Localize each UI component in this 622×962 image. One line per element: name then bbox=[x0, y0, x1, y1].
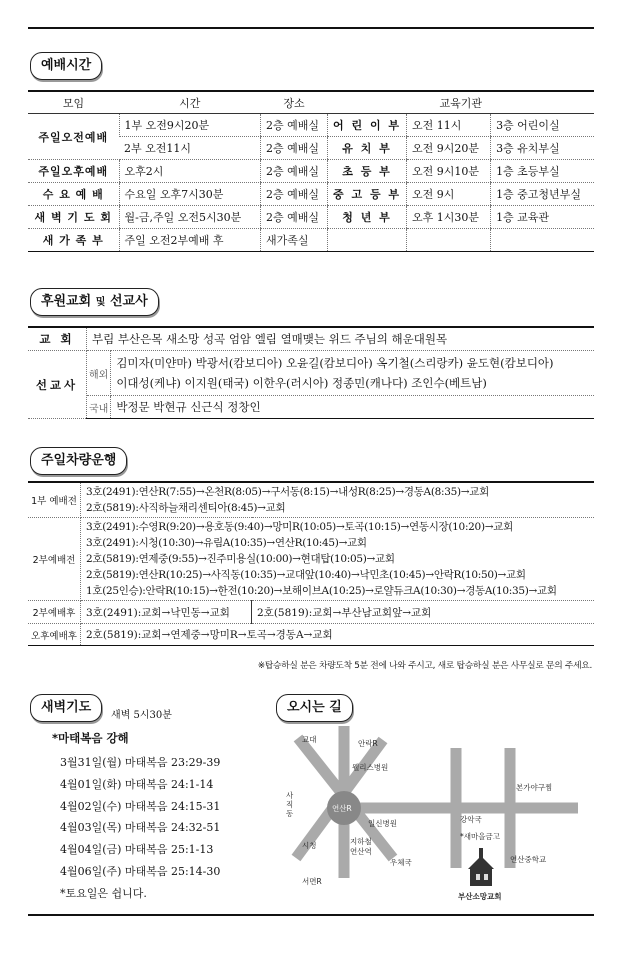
bottom-rule bbox=[28, 914, 594, 916]
map-label: 일신병원 bbox=[368, 819, 397, 828]
domestic-list: 박정문 박현규 신근식 정창인 bbox=[111, 396, 594, 419]
support-table bbox=[28, 326, 594, 419]
edu-time: 오전 9시10분 bbox=[407, 160, 491, 183]
worship-place: 2층 예배실 bbox=[261, 160, 328, 183]
bus-service-label: 1부 예배전 bbox=[28, 482, 81, 518]
edu-dept: 청 년 부 bbox=[328, 206, 407, 229]
section-title-worship: 예배시간 bbox=[30, 52, 102, 80]
worship-table bbox=[28, 90, 594, 252]
overseas-list: 김미자(미얀마) 박광서(캄보디아) 오윤길(캄보디아) 옥기철(스리랑카) 윤도현(캄보디아) bbox=[116, 356, 554, 370]
overseas-list: 이대성(케냐) 이지원(태국) 이한우(러시아) 정종민(캐나다) 조인수(베트남) bbox=[116, 376, 487, 390]
edu-time: 오전 9시20분 bbox=[407, 137, 491, 160]
edu-time: 오후 1시30분 bbox=[407, 206, 491, 229]
bus-service-label: 2부예배후 bbox=[28, 601, 81, 624]
worship-place: 2층 예배실 bbox=[261, 183, 328, 206]
dawn-time: 새벽 5시30분 bbox=[111, 710, 172, 721]
edu-time: 오전 11시 bbox=[407, 114, 491, 137]
header-group: 모임 bbox=[28, 91, 119, 114]
header-place: 장소 bbox=[261, 91, 328, 114]
worship-time: 주일 오전2부예배 후 bbox=[119, 229, 261, 252]
dawn-list bbox=[60, 752, 220, 905]
bus-service-label: 오후예배후 bbox=[28, 624, 81, 646]
map-label: 부산소망교회 bbox=[458, 892, 502, 901]
map-label: 연산중학교 bbox=[510, 855, 547, 864]
map-label: 서면R bbox=[302, 877, 322, 886]
map-label: 연산R bbox=[332, 804, 352, 813]
bus-route: 2호(5819):연제중(9:55)→진주미용실(10:00)→현대탑(10:05)→교회 bbox=[86, 553, 395, 565]
edu-dept: 유 치 부 bbox=[328, 137, 407, 160]
church-list: 부림 부산은목 새소망 성곡 엄암 엘림 열매맺는 위드 주님의 해운대원목 bbox=[87, 327, 595, 351]
edu-dept: 중 고 등 부 bbox=[328, 183, 407, 206]
map-label: 교대 bbox=[302, 735, 317, 744]
top-rule bbox=[28, 27, 594, 29]
map-label bbox=[286, 790, 294, 818]
worship-place: 새가족실 bbox=[261, 229, 328, 252]
dawn-footnote: *토요일은 쉽니다. bbox=[60, 886, 147, 900]
list-item: 4월06일(주) 마태복음 25:14-30 bbox=[60, 864, 221, 878]
section-title-dawn: 새벽기도 bbox=[30, 694, 102, 722]
edu-place: 1층 초등부실 bbox=[491, 160, 594, 183]
list-item: 3월31일(월) 마태복음 23:29-39 bbox=[60, 756, 221, 769]
edu-place: 3층 어린이실 bbox=[491, 114, 594, 137]
map-label: 본가야구찜 bbox=[516, 783, 553, 792]
worship-name: 수 요 예 배 bbox=[28, 183, 119, 206]
header-time: 시간 bbox=[119, 91, 261, 114]
header-edu: 교육기관 bbox=[328, 91, 594, 114]
worship-place: 2층 예배실 bbox=[261, 137, 328, 160]
bus-route: 3호(2491):수영R(9:20)→용호동(9:40)→망미R(10:05)→토곡(10:15)→연동시장(10:20)→교회 bbox=[86, 521, 513, 533]
worship-name: 새 벽 기 도 회 bbox=[28, 206, 119, 229]
bus-route: 2호(5819):교회→연제중→망미R→토곡→경동A→교회 bbox=[81, 624, 595, 646]
map-label: 웰리스병원 bbox=[352, 763, 389, 772]
worship-place: 2층 예배실 bbox=[261, 206, 328, 229]
map-label bbox=[350, 836, 372, 856]
section-title-bus: 주일차량운행 bbox=[30, 447, 127, 475]
worship-time: 1부 오전9시20분 bbox=[119, 114, 261, 137]
dawn-heading: *마태복음 강해 bbox=[52, 731, 129, 745]
section-title-directions: 오시는 길 bbox=[276, 694, 353, 722]
worship-place: 2층 예배실 bbox=[261, 114, 328, 137]
list-item: 4월03일(목) 마태복음 24:32-51 bbox=[60, 821, 221, 835]
map-label: *새마을금고 bbox=[460, 832, 500, 841]
bus-service-label: 2부예배전 bbox=[28, 518, 81, 601]
missionary-label: 선교사 bbox=[28, 351, 87, 419]
bus-route: 1호(25인승):안락R(10:15)→한전(10:20)→보해이브A(10:25)→로얄듀크A(10:30)→경동A(10:35)→교회 bbox=[86, 585, 557, 597]
section-title-support: 후원교회 및 선교사 bbox=[30, 288, 159, 316]
bus-table bbox=[28, 481, 594, 646]
edu-place: 3층 유치부실 bbox=[491, 137, 594, 160]
bus-route: 3호(2491):연산R(7:55)→온천R(8:05)→구서동(8:15)→내성R(8:25)→경동A(8:35)→교회 bbox=[86, 486, 489, 498]
map-label: 안락R bbox=[358, 739, 378, 748]
directions-map bbox=[278, 718, 598, 908]
worship-time: 2부 오전11시 bbox=[119, 137, 261, 160]
edu-time: 오전 9시 bbox=[407, 183, 491, 206]
svg-text:연산역: 연산역 bbox=[350, 847, 372, 856]
map-label: 우체국 bbox=[390, 858, 412, 867]
bus-note: ※탑승하실 분은 차량도착 5분 전에 나와 주시고, 새로 탑승하실 분은 사무실로 문의 주세요. bbox=[257, 661, 592, 671]
map-label: 시청 bbox=[302, 841, 317, 850]
edu-place: 1층 교육관 bbox=[491, 206, 594, 229]
bus-route: 3호(2491):교회→낙민동→교회 bbox=[81, 601, 252, 624]
edu-place: 1층 중고청년부실 bbox=[491, 183, 594, 206]
svg-text:사: 사 bbox=[286, 791, 294, 800]
bus-route: 3호(2491):시청(10:30)→유림A(10:35)→연산R(10:45)→교회 bbox=[86, 537, 367, 549]
overseas-label: 해외 bbox=[87, 351, 111, 396]
svg-text:동: 동 bbox=[286, 809, 294, 818]
edu-dept: 어 린 이 부 bbox=[328, 114, 407, 137]
list-item: 4월01일(화) 마태복음 24:1-14 bbox=[60, 777, 214, 791]
worship-time: 월-금,주일 오전5시30분 bbox=[119, 206, 261, 229]
svg-text:지하철: 지하철 bbox=[350, 837, 372, 846]
worship-time: 오후2시 bbox=[119, 160, 261, 183]
svg-text:직: 직 bbox=[286, 800, 294, 809]
worship-name: 주일오후예배 bbox=[28, 160, 119, 183]
worship-name: 주일오전예배 bbox=[28, 114, 119, 160]
bus-route: 2호(5819):교회→부산남교회앞→교회 bbox=[252, 601, 595, 624]
worship-time: 수요일 오후7시30분 bbox=[119, 183, 261, 206]
list-item: 4월02일(수) 마태복음 24:15-31 bbox=[60, 799, 221, 813]
church-label: 교 회 bbox=[28, 327, 87, 351]
bus-route: 2호(5819):연산R(10:25)→사직동(10:35)→교대앞(10:40)→낙민초(10:45)→안락R(10:50)→교회 bbox=[86, 569, 526, 581]
list-item: 4월04일(금) 마태복음 25:1-13 bbox=[60, 843, 214, 857]
domestic-label: 국내 bbox=[87, 396, 111, 419]
church-icon bbox=[468, 848, 494, 886]
edu-dept: 초 등 부 bbox=[328, 160, 407, 183]
map-label: 강악국 bbox=[460, 815, 482, 824]
bus-route: 2호(5819):사직하늘채리센티아(8:45)→교회 bbox=[86, 502, 286, 514]
worship-name: 새 가 족 부 bbox=[28, 229, 119, 252]
